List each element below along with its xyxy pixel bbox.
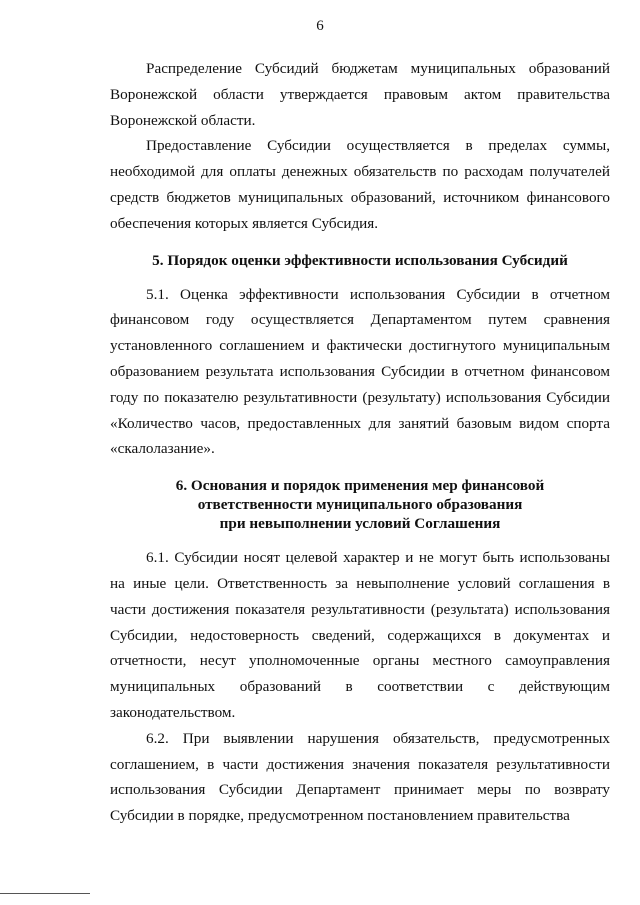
spacer: [110, 533, 610, 545]
spacer: [110, 237, 610, 251]
section-6-paragraph-2: 6.2. При выявлении нарушения обязательств, предусмотренных соглашением, в части достижения значения показателя результативности использования Субсидии Департамент принимает меры по возврату Субсидии в порядке, предусмотренном постановлением правительства: [110, 729, 610, 825]
section-6-heading-line-1: 6. Основания и порядок применения мер финансовой: [175, 477, 545, 495]
section-5-paragraph-1: 5.1. Оценка эффективности использования Субсидии в отчетном финансовом году осуществляется Департаментом путем сравнения установленного соглашением и фактически достигнутого муниципальным образованием результата использования Субсидии в отчетном финансовом году по показателю результативности (результату) использования Субсидии «Количество часов, предоставленных для занятий базовым видом спорта «скалолазание».: [110, 285, 610, 458]
section-6-paragraph-1: 6.1. Субсидии носят целевой характер и не могут быть использованы на иные цели. Ответственность за невыполнение условий соглашения в части достижения показателя результативности (результата) использования Субсидии, недостоверность сведений, содержащихся в документах и отчетности, несут уполномоченные органы местного самоуправления муниципальных образований в соответствии с действующим законодательством.: [110, 549, 610, 721]
spacer: [110, 270, 610, 282]
intro-paragraph-2: Предоставление Субсидии осуществляется в пределах суммы, необходимой для оплаты денежных обязательств по расходам получателей средств бюджетов муниципальных образований, источником финансового обеспечения которых является Субсидия.: [110, 137, 610, 232]
section-6-heading-line-2: ответственности муниципального образования: [197, 496, 523, 514]
footer-divider: [0, 893, 90, 894]
document-body: [110, 56, 610, 829]
page-number: 6: [316, 18, 324, 34]
section-6-heading-line-3: при невыполнении условий Соглашения: [219, 515, 501, 533]
section-5-heading: 5. Порядок оценки эффективности использования Субсидий: [152, 251, 568, 269]
spacer: [110, 462, 610, 476]
intro-paragraph-1: Распределение Субсидий бюджетам муниципальных образований Воронежской области утверждается правовым актом правительства Воронежской области.: [110, 60, 610, 129]
